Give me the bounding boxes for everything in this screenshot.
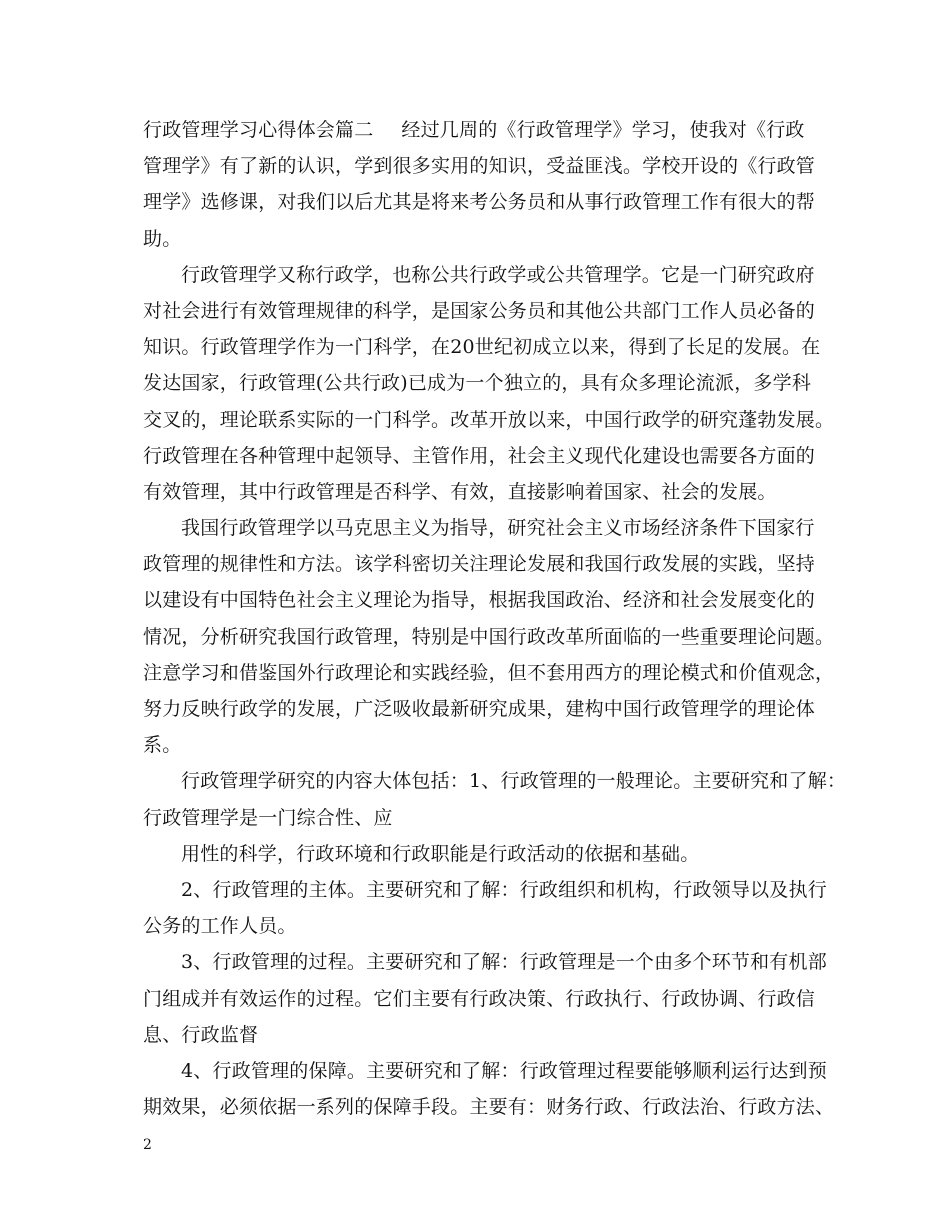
text-line: 理学》选修课，对我们以后尤其是将来考公务员和从事行政管理工作有很大的帮 [143,191,816,214]
text-line: 3、行政管理的过程。主要研究和了解：行政管理是一个由多个环节和有机部 [181,951,827,974]
text-line: 知识。行政管理学作为一门科学，在20世纪初成立以来，得到了长足的发展。在 [143,336,821,359]
text-line: 4、行政管理的保障。主要研究和了解：行政管理过程要能够顺利运行达到预 [181,1059,827,1082]
text-line: 助。 [143,227,182,250]
document-body [143,112,847,1125]
text-line: 用性的科学，行政环境和行政职能是行政活动的依据和基础。 [181,842,700,865]
text-line: 行政管理学是一门综合性、应 [143,806,393,829]
text-line: 管理学》有了新的认识，学到很多实用的知识，受益匪浅。学校开设的《行政管 [143,155,816,178]
text-line: 有效管理，其中行政管理是否科学、有效，直接影响着国家、社会的发展。 [143,480,777,503]
text-line: 政管理的规律性和方法。该学科密切关注理论发展和我国行政发展的实践，坚持 [143,553,816,576]
paragraph-text: 经过几周的《行政管理学》学习，使我对《行政 [401,119,805,141]
text-line: 努力反映行政学的发展，广泛吸收最新研究成果，建构中国行政管理学的理论体 [143,698,816,720]
section-title: 行政管理学习心得体会篇二 [143,119,374,141]
text-line: 注意学习和借鉴国外行政理论和实践经验，但不套用西方的理论模式和价值观念， [143,661,835,684]
page-number: 2 [143,1137,152,1153]
text-line: 行政管理在各种管理中起领导、主管作用，社会主义现代化建设也需要各方面的 [143,444,816,467]
text-line: 系。 [143,734,182,757]
text-line: 期效果，必须依据一系列的保障手段。主要有：财务行政、行政法治、行政方法、 [143,1096,835,1119]
text-line: 我国行政管理学以马克思主义为指导，研究社会主义市场经济条件下国家行 [181,517,815,540]
text-line: 行政管理学又称行政学，也称公共行政学或公共管理学。它是一门研究政府 [181,263,815,286]
text-line: 息、行政监督 [143,1023,259,1046]
text-line: 交叉的，理论联系实际的一门科学。改革开放以来，中国行政学的研究蓬勃发展。 [143,408,835,431]
text-line: 发达国家，行政管理(公共行政)已成为一个独立的，具有众多理论流派，多学科 [143,372,812,395]
text-line: 公务的工作人员。 [143,915,297,938]
text-line: 以建设有中国特色社会主义理论为指导，根据我国政治、经济和社会发展变化的 [143,589,816,612]
text-line: 对社会进行有效管理规律的科学，是国家公务员和其他公共部门工作人员必备的 [143,299,816,322]
text-line: 门组成并有效运作的过程。它们主要有行政决策、行政执行、行政协调、行政信 [143,987,816,1010]
text-line: 行政管理学研究的内容大体包括：1、行政管理的一般理论。主要研究和了解： [181,770,847,793]
text-line: 情况，分析研究我国行政管理，特别是中国行政改革所面临的一些重要理论问题。 [143,625,835,648]
text-line [143,112,833,148]
text-line: 2、行政管理的主体。主要研究和了解：行政组织和机构，行政领导以及执行 [181,878,827,901]
